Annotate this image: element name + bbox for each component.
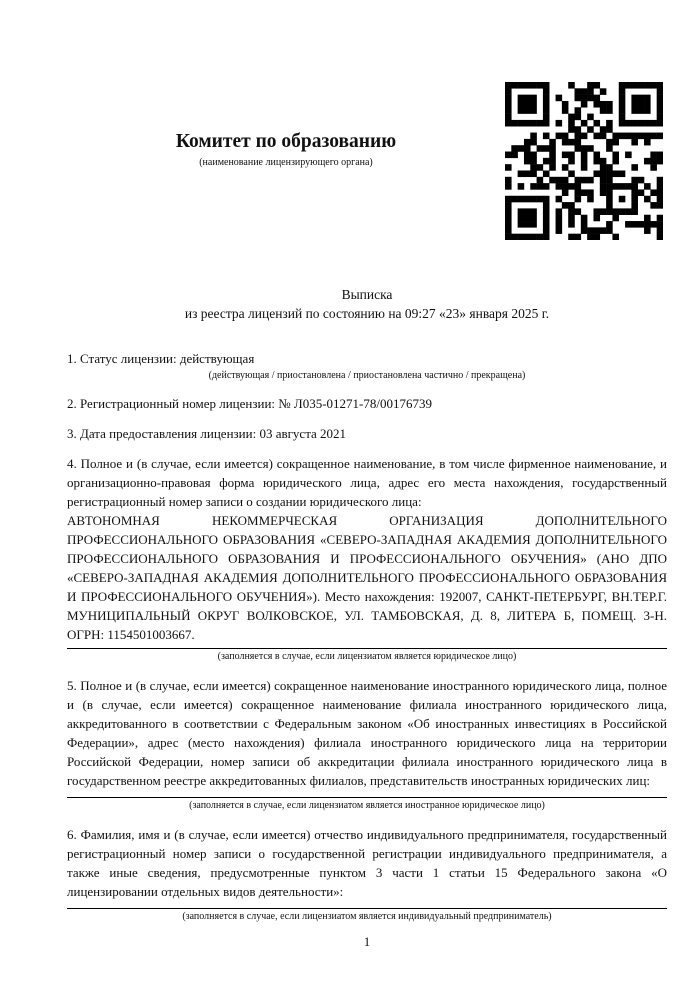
document-title: [67, 285, 667, 323]
licensing-authority-block: [67, 82, 505, 170]
item-foreign-entity: [67, 676, 667, 813]
page-number: 1: [363, 934, 371, 949]
document-title-line1: Выписка: [341, 287, 393, 302]
item-note: (заполняется в случае, если лицензиатом является индивидуальный предприниматель): [182, 911, 552, 922]
item-text: 3. Дата предоставления лицензии: 03 августа 2021: [67, 426, 347, 441]
fill-in-rule: [67, 648, 667, 649]
fill-in-rule: [67, 797, 667, 798]
item-registration-number: [67, 394, 667, 413]
item-note: (заполняется в случае, если лицензиатом является иностранное юридическое лицо): [189, 800, 545, 811]
licensing-authority-name: Комитет по образованию: [175, 131, 397, 152]
item-text: 4. Полное и (в случае, если имеется) сокращенное наименование, в том числе фирменное наименование, и организационно-правовая форма юридического лица, адрес его места нахождения, государственный регистрационный номер записи о создании юридического лица:: [67, 456, 667, 509]
item-license-date: [67, 424, 667, 443]
item-note: (действующая / приостановлена / приостановлена частично / прекращена): [208, 370, 526, 381]
item-license-status: [67, 349, 667, 383]
item-legal-entity: [67, 454, 667, 664]
qr-code-icon: [505, 82, 663, 240]
fill-in-rule: [67, 908, 667, 909]
item-value: АВТОНОМНАЯ НЕКОММЕРЧЕСКАЯ ОРГАНИЗАЦИЯ ДОПОЛНИТЕЛЬНОГО ПРОФЕССИОНАЛЬНОГО ОБРАЗОВАНИЯ «СЕВЕРО-ЗАПАДНАЯ АКАДЕМИЯ ДОПОЛНИТЕЛЬНОГО ПРОФЕССИОНАЛЬНОГО ОБРАЗОВАНИЯ И ПРОФЕССИОНАЛЬНОГО ОБУЧЕНИЯ» (АНО ДПО «СЕВЕРО-ЗАПАДНАЯ АКАДЕМИЯ ДОПОЛНИТЕЛЬНОГО ПРОФЕССИОНАЛЬНОГО ОБРАЗОВАНИЯ И ПРОФЕССИОНАЛЬНОГО ОБУЧЕНИЯ»). Место нахождения: 192007, САНКТ-ПЕТЕРБУРГ, ВН.ТЕР.Г. МУНИЦИПАЛЬНЫЙ ОКРУГ ВОЛКОВСКОЕ, УЛ. ТАМБОВСКАЯ, Д. 8, ЛИТЕРА Б, ПОМЕЩ. 3-Н. ОГРН: 1154501003667.: [67, 513, 667, 642]
item-text: 6. Фамилия, имя и (в случае, если имеется) отчество индивидуального предпринимателя, государственный регистрационный номер записи о государственной регистрации индивидуального предпринимателя, а также иные сведения, предусмотренные пунктом 3 части 1 статьи 15 Федерального закона «О лицензировании отдельных видов деятельности»:: [67, 827, 667, 899]
item-individual-entrepreneur: [67, 825, 667, 924]
item-text: 5. Полное и (в случае, если имеется) сокращенное наименование иностранного юридического лица, полное и (в случае, если имеется) сокращенное наименование филиала иностранного юридического лица, аккредитованного в соответствии с Федеральным законом «Об иностранных инвестициях в Российской Федерации», адрес (место нахождения) филиала иностранного юридического лица на территории Российской Федерации, номер записи об аккредитации филиала иностранного юридического лица в государственном реестре аккредитованных филиалов, представительств иностранных юридических лиц:: [67, 678, 667, 788]
item-text: 2. Регистрационный номер лицензии: № Л035-01271-78/00176739: [67, 396, 433, 411]
document-header: [67, 82, 667, 240]
document-items: [67, 349, 667, 924]
licensing-authority-caption: (наименование лицензирующего органа): [199, 157, 373, 168]
item-text: 1. Статус лицензии: действующая: [67, 351, 255, 366]
item-note: (заполняется в случае, если лицензиатом является юридическое лицо): [217, 651, 517, 662]
document-title-line2: из реестра лицензий по состоянию на 09:27 «23» января 2025 г.: [184, 306, 550, 321]
